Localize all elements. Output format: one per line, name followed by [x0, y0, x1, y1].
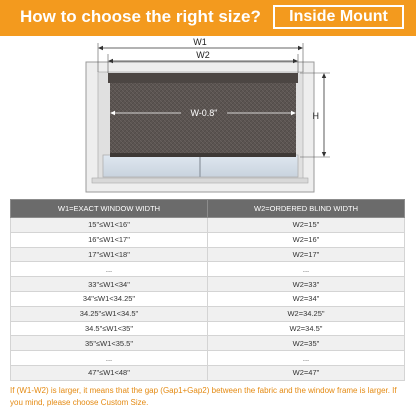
blind-width-cell: W2=16"	[208, 232, 405, 247]
table-header-row	[11, 200, 405, 218]
table-row	[11, 277, 405, 292]
blind-width-cell: W2=34.5"	[208, 321, 405, 336]
blind-width-cell: W2=34"	[208, 291, 405, 306]
gap-footnote: If (W1-W2) is larger, it means that the gap (Gap1+Gap2) between the fabric and the window frame is larger. If you mind, please choose Custom Size.	[10, 386, 397, 407]
blind-width-cell: W2=47"	[208, 365, 405, 380]
w1-arrow-right	[298, 46, 303, 50]
window-illustration	[0, 36, 416, 196]
window-width-cell: 47"≤W1<48"	[11, 365, 208, 380]
h-label: H	[312, 111, 319, 121]
header-bar	[0, 0, 416, 36]
blind-width-cell: W2=34.25"	[208, 306, 405, 321]
column-header-ordered-width: W2=ORDERED BLIND WIDTH	[208, 200, 405, 218]
blind-width-cell: W2=15"	[208, 218, 405, 233]
blind-width-cell: W2=35"	[208, 336, 405, 351]
window-width-cell: ...	[11, 262, 208, 277]
window-width-cell: 35"≤W1<35.5"	[11, 336, 208, 351]
shade-bottom-bar	[110, 153, 296, 157]
table-row	[11, 218, 405, 233]
shade-fabric	[110, 83, 296, 156]
shade-width-label: W-0.8"	[190, 108, 218, 118]
table-row	[11, 336, 405, 351]
blind-width-cell: ...	[208, 351, 405, 366]
blind-width-cell: ...	[208, 262, 405, 277]
blind-width-cell: W2=17"	[208, 247, 405, 262]
window-width-cell: 17"≤W1<18"	[11, 247, 208, 262]
window-width-cell: ...	[11, 351, 208, 366]
window-width-cell: 34"≤W1<34.25"	[11, 291, 208, 306]
size-chart-table	[10, 199, 405, 381]
table-row	[11, 365, 405, 380]
blind-width-cell: W2=33"	[208, 277, 405, 292]
h-arrow-bottom	[322, 152, 326, 157]
table-row	[11, 291, 405, 306]
column-header-window-width: W1=EXACT WINDOW WIDTH	[11, 200, 208, 218]
shade-headrail	[108, 73, 298, 83]
table-row	[11, 232, 405, 247]
w2-label: W2	[196, 50, 210, 60]
table-row	[11, 351, 405, 366]
window-width-cell: 33"≤W1<34"	[11, 277, 208, 292]
table-row	[11, 321, 405, 336]
h-arrow-top	[322, 73, 326, 78]
w1-arrow-left	[98, 46, 103, 50]
page-title: How to choose the right size?	[20, 7, 261, 26]
table-row	[11, 262, 405, 277]
window-width-cell: 16"≤W1<17"	[11, 232, 208, 247]
window-width-cell: 15"≤W1<16"	[11, 218, 208, 233]
window-width-cell: 34.25"≤W1<34.5"	[11, 306, 208, 321]
mount-type-badge: Inside Mount	[273, 5, 404, 29]
table-row	[11, 247, 405, 262]
window-width-cell: 34.5"≤W1<35"	[11, 321, 208, 336]
table-row	[11, 306, 405, 321]
window-sill	[92, 178, 308, 183]
w1-label: W1	[193, 37, 207, 47]
